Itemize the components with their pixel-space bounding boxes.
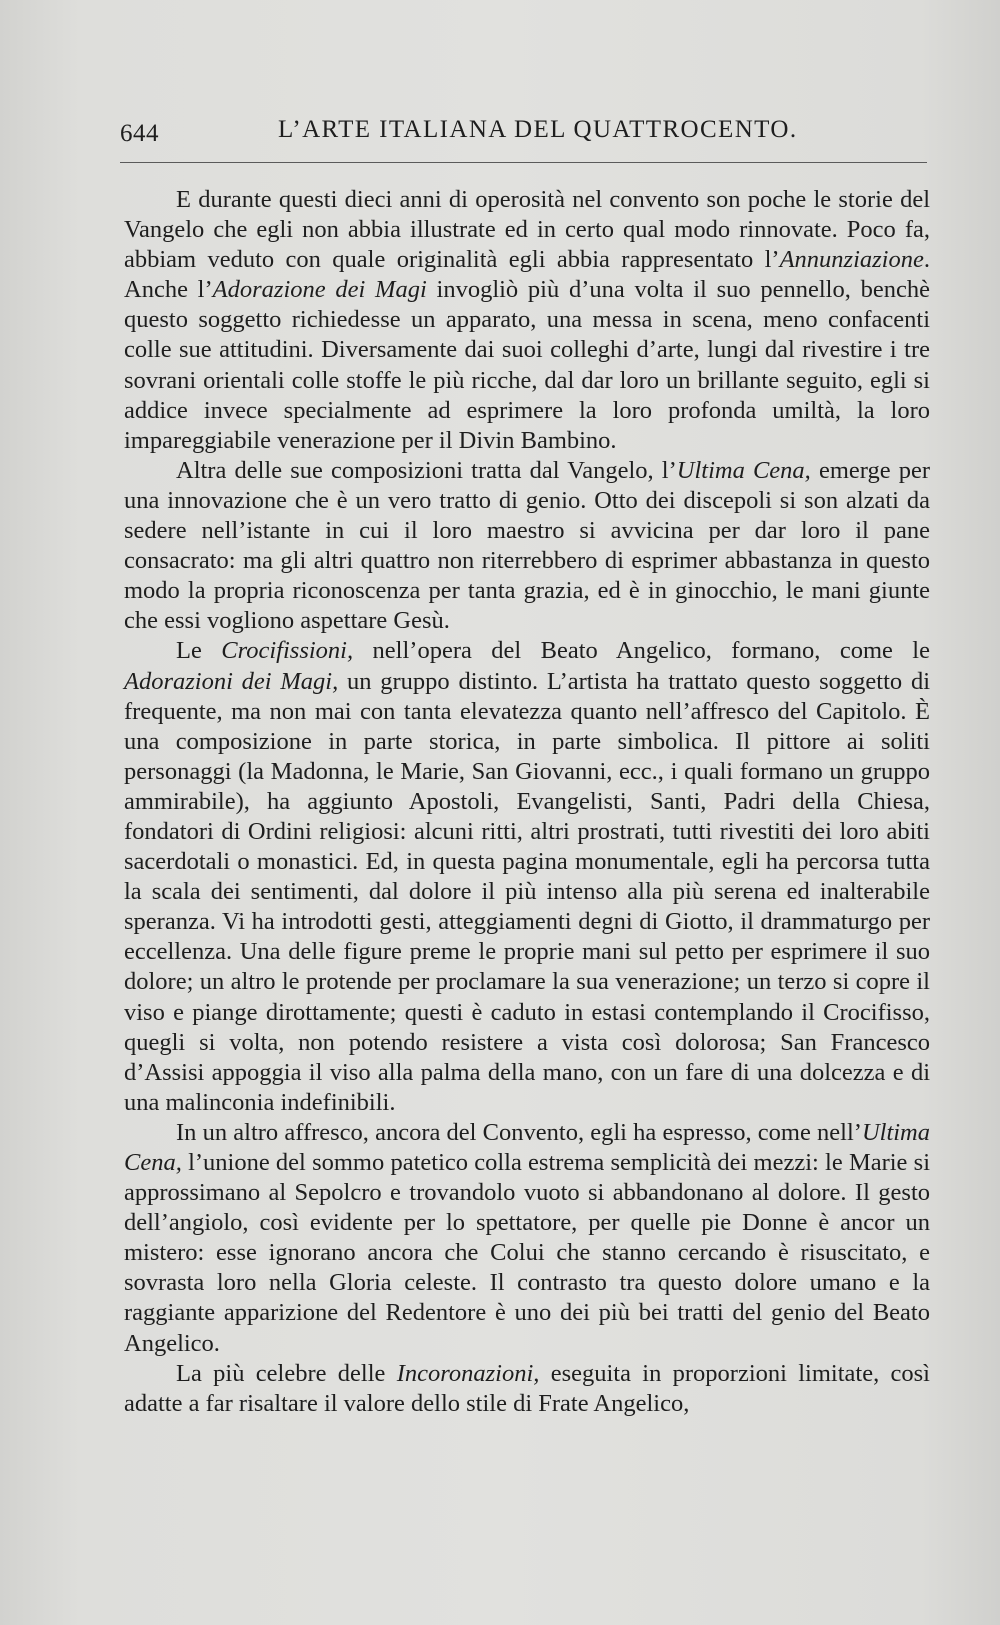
paragraph [124,636,930,1118]
text-run: In un altro affresco, ancora del Convento, egli ha espresso, come nell’ [176,1118,862,1146]
text-run: emerge per una innovazione che è un vero tratto di genio. Otto dei discepoli si son alzati da sedere nell’istante in cui il loro maestro si avvicina per dar loro il pane consacrato: ma gli altri quattro non riterrebbero di esprimer abbastanza in questo modo la propria riconoscenza per tanta grazia, ed è in ginocchio, le mani giunte che essi vogliono aspettare Gesù. [124,456,931,635]
italic-title: Crocifissioni, [221,637,354,665]
text-run: Le [176,637,222,665]
text-run: l’unione del sommo patetico colla estrema semplicità dei mezzi: le Marie si approssimano al Sepolcro e trovandolo vuoto si abbandonano al dolore. Il gesto dell’angiolo, così evidente per lo spettatore, per quelle pie Donne è ancor un mistero: esse ignorano ancora che Colui che stanno cercando è risuscitato, e sovrasta loro nella Gloria celeste. Il contrasto tra questo dolore umano e la raggiante apparizione del Redentore è uno dei più bei tratti del genio del Beato Angelico. [124,1149,930,1357]
italic-title: Incoronazioni, [396,1359,540,1387]
running-title: L’ARTE ITALIANA DEL QUATTROCENTO. [278,116,798,143]
text-run: Altra delle sue composizioni tratta dal Vangelo, l’ [176,456,677,484]
italic-title: Ultima Cena, [124,1118,930,1176]
text-run: La più celebre delle [176,1359,397,1387]
italic-title: Ultima Cena, [676,456,811,484]
header-rule [120,162,927,163]
text-run: eseguita in proporzioni limitate, così adatte a far risaltare il valore dello stile di Frate Angelico, [124,1359,930,1417]
text-run: invogliò più d’una volta il suo pennello, benchè questo soggetto richiedesse un apparato, una messa in scena, meno confacenti colle sue attitudini. Diversamente dai suoi colleghi d’arte, lungi dal rivestire i tre sovrani orientali colle stoffe le più ricche, dal dar loro un brillante seguito, egli si addice invece specialmente ad esprimere la loro profonda umiltà, la loro impareggiabile venerazione per il Divin Bambino. [124,276,930,454]
text-run: E durante questi dieci anni di operosità nel convento son poche le storie del Vangelo che egli non abbia illustrate ed in certo qual modo rinnovate. Poco fa, abbiam veduto con quale originalità egli abbia rappresentato l’ [124,186,930,274]
paragraph [124,185,930,456]
paragraph [124,1118,930,1359]
italic-title: Adorazione dei Magi [212,276,427,304]
text-run: . Anche l’ [124,246,930,304]
text-run: un gruppo distinto. L’artista ha trattato questo soggetto di frequente, ma non mai con tanta elevatezza quanto nell’affresco del Capitolo. È una composizione in parte storica, in parte simbolica. Il pittore ai soliti personaggi (la Madonna, le Marie, San Giovanni, ecc., i quali formano un gruppo ammirabile), ha aggiunto Apostoli, Evangelisti, Santi, Padri della Chiesa, fondatori di Ordini religiosi: alcuni ritti, altri prostrati, tutti rivestiti dei loro abiti sacerdotali o monastici. Ed, in questa pagina monumentale, egli ha percorsa tutta la scala dei sentimenti, dal dolore il più intenso alla più serena ed inalterabile speranza. Vi ha introdotti gesti, atteggiamenti degni di Giotto, il drammaturgo per eccellenza. Una delle figure preme le proprie mani sul petto per esprimere il suo dolore; un altro le protende per proclamare la sua venerazione; un terzo si copre il viso e piange dirottamente; questi è caduto in estasi contemplando il Crocifisso, quegli si volta, non potendo resistere a vista così dolorosa; San Francesco d’Assisi appoggia il viso alla palma della mano, con un fare di una dolcezza e di una malinconia indefinibili. [124,667,930,1116]
italic-title: Adorazioni dei Magi, [124,667,339,695]
text-run: nell’opera del Beato Angelico, formano, come le [353,637,930,665]
italic-title: Annunziazione [779,246,924,274]
paragraph [124,1359,930,1419]
paragraph [124,456,930,637]
page-number: 644 [120,120,159,147]
body-text [124,185,930,1419]
